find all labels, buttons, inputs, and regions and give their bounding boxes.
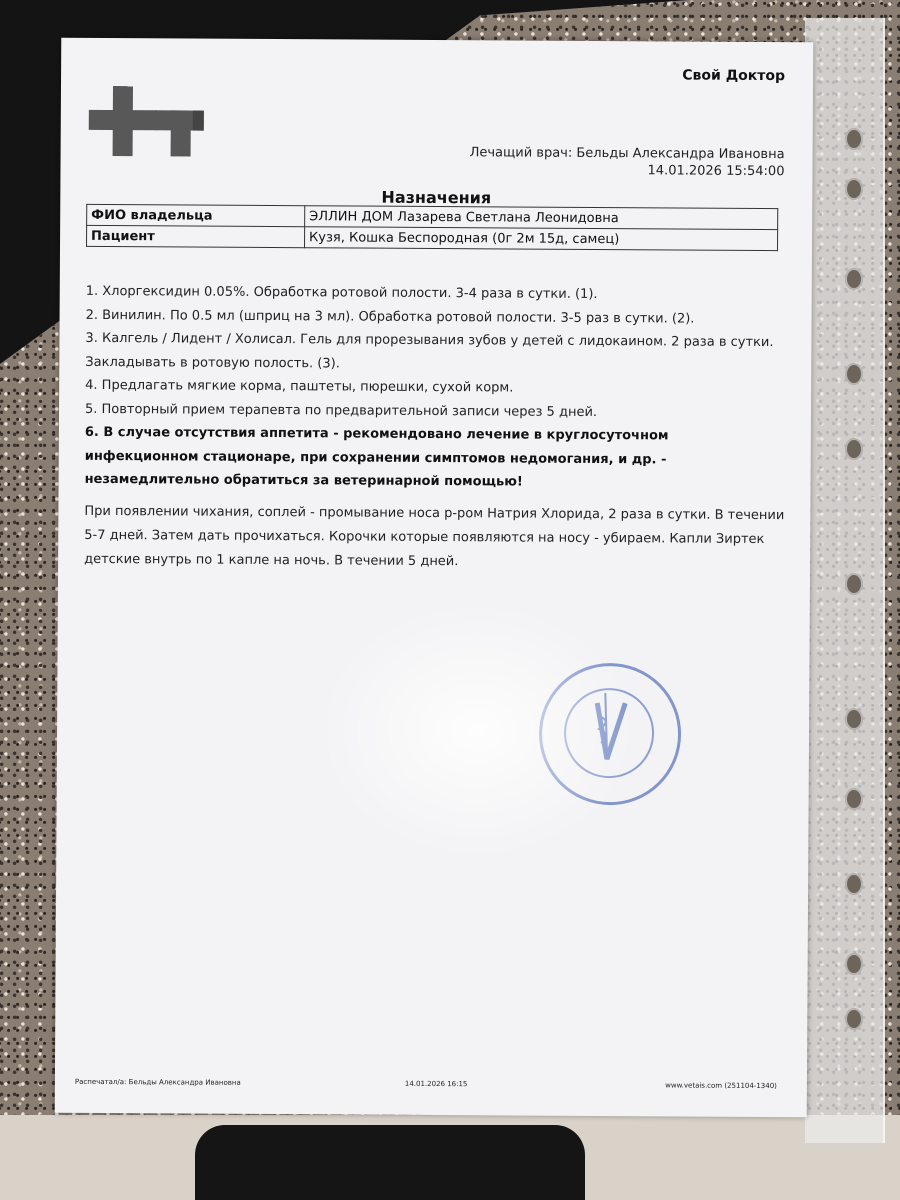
table-key: ФИО владельца <box>87 204 305 226</box>
footer-printed-at: 14.01.2026 16:15 <box>404 1079 468 1089</box>
punch-hole <box>845 873 863 895</box>
punch-hole <box>845 363 863 385</box>
stamp-seal-icon <box>539 663 682 806</box>
table-value: Кузя, Кошка Беспородная (0г 2м 15д, самец) <box>305 227 778 251</box>
table-row <box>87 225 778 250</box>
punch-hole <box>845 438 863 460</box>
clinic-name: Свой Доктор <box>682 67 786 85</box>
owner-patient-table <box>86 204 778 251</box>
punch-hole <box>845 573 863 595</box>
punch-hole <box>845 708 863 730</box>
punch-hole <box>845 268 863 290</box>
page-title: Назначения <box>381 187 492 208</box>
punch-hole <box>845 788 863 810</box>
footer-printed-by: Распечатал/а: Бельды Александра Ивановна <box>74 1077 241 1087</box>
doctor-datetime: 14.01.2026 15:54:00 <box>647 163 785 180</box>
punch-hole <box>845 178 863 200</box>
punch-hole <box>845 953 863 975</box>
extra-note: При появлении чихания, соплей - промывание носа р-ром Натрия Хлорида, 2 раза в сутки. В течении 5-7 дней. Затем дать прочихаться. Корочки которые появляются на носу - убираем. Капли Зиртек детские внутрь по 1 капле на ночь. В течении 5 дней. <box>84 503 785 570</box>
list-item: 4. Предлагать мягкие корма, паштеты, пюрешки, сухой корм. <box>85 377 514 396</box>
doctor-line: Лечащий врач: Бельды Александра Ивановна <box>469 145 785 163</box>
footer-source: www.vetais.com (251104-1340) <box>665 1081 777 1091</box>
prescription-document <box>55 38 814 1118</box>
stamp-emblem-icon <box>539 663 676 800</box>
clinic-logo-icon <box>89 86 204 157</box>
list-item: 5. Повторный прием терапевта по предварительной записи через 5 дней. <box>84 401 598 420</box>
list-item: 3. Калгель / Лидент / Холисал. Гель для прорезывания зубов у детей с лидокаином. 2 раза в сутки. Закладывать в ротовую полость. (3). <box>85 330 774 371</box>
table-value: ЭЛЛИН ДОМ Лазарева Светлана Леонидовна <box>305 206 778 230</box>
plastic-sleeve-edge <box>805 18 885 1143</box>
table-key: Пациент <box>87 225 305 247</box>
prescription-list <box>85 280 786 496</box>
punch-hole <box>845 128 863 150</box>
list-item: 2. Винилин. По 0.5 мл (шприц на 3 мл). Обработка ротовой полости. 3-5 раз в сутки. (2). <box>85 307 695 327</box>
shoe <box>195 1125 585 1200</box>
punch-hole <box>845 1008 863 1030</box>
doctor-info <box>469 144 784 180</box>
warning-item: 6. В случае отсутствия аппетита - рекомендовано лечение в круглосуточном инфекционном стационаре, при сохранении симптомов недомогания, и др. - незамедлительно обратиться за ветеринарной помощью! <box>84 424 669 490</box>
list-item: 1. Хлоргексидин 0.05%. Обработка ротовой полости. 3-4 раза в сутки. (1). <box>85 283 598 302</box>
